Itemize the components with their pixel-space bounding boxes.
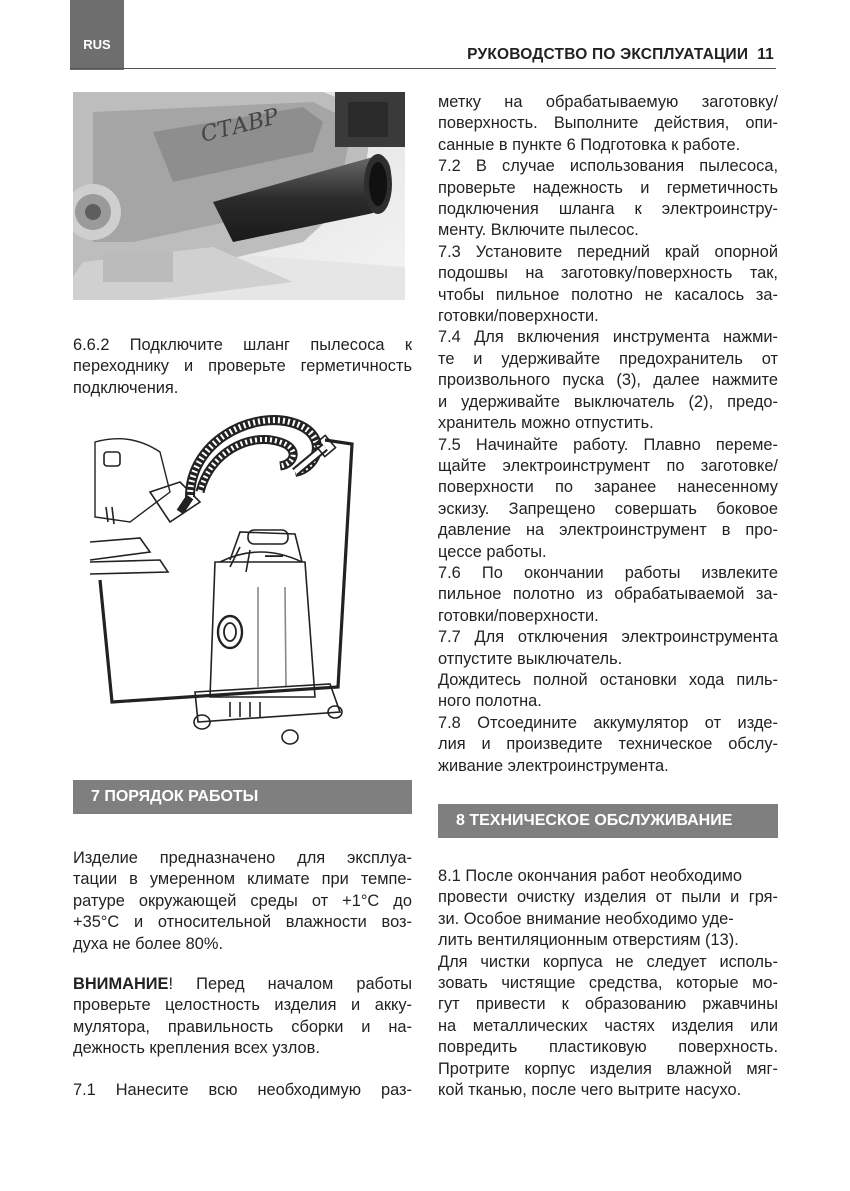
right-column-line: подключения шланга к электроинстру- (438, 200, 778, 219)
page-header (467, 46, 774, 64)
section-8-line: гут привести к образованию ржавчины (438, 995, 778, 1014)
step-7-1-line: 7.1 Нанесите всю необходимую раз- (73, 1081, 412, 1099)
right-column-line: хранитель можно отпустить. (438, 414, 654, 433)
intro-line: тации в умеренном климате при темпе- (73, 870, 412, 889)
right-column-line: лия и произведите техническое обслу- (438, 735, 778, 754)
warning-first-line (73, 974, 412, 995)
intro-line: духа не более 80%. (73, 934, 224, 953)
right-column-line: ного полотна. (438, 692, 542, 711)
right-column-line: 7.3 Установите передний край опорной (438, 242, 778, 261)
right-column-line: менту. Включите пылесос. (438, 221, 639, 240)
section-8-heading: 8 ТЕХНИЧЕСКОЕ ОБСЛУЖИВАНИЕ (438, 804, 778, 838)
section-8-line: Протрите корпус изделия влажной мяг- (438, 1059, 778, 1078)
right-column-line: 7.2 В случае использования пылесоса, (438, 157, 778, 176)
section-7-intro (73, 848, 412, 955)
step-7-1 (73, 1080, 412, 1101)
step-6-6-2-line: переходнику и проверьте герметичность (73, 357, 412, 376)
right-column-line: 7.5 Начинайте работу. Плавно переме- (438, 435, 778, 454)
right-column-line: готовки/поверхности. (438, 307, 599, 326)
right-column-line: готовки/поверхности. (438, 606, 599, 625)
right-column-line: давление на электроинструмент в про- (438, 521, 778, 540)
section-8-line: кой тканью, после чего вытрите насухо. (438, 1081, 742, 1100)
warning-line: мулятора, правильность сборки и на- (73, 1017, 412, 1036)
warning-line: проверьте целостность изделия и акку- (73, 996, 412, 1015)
right-column-line: щайте электроинструмент по заготовке/ (438, 456, 778, 475)
right-column-line: эскизу. Запрещено совершать боковое (438, 499, 778, 518)
header-title: РУКОВОДСТВО ПО ЭКСПЛУАТАЦИИ (467, 46, 749, 63)
right-column-line: Дождитесь полной остановки хода пиль- (438, 670, 778, 689)
page-number: 11 (757, 46, 774, 63)
right-column-line: 7.8 Отсоедините аккумулятор от изде- (438, 713, 778, 732)
section-8-line: 8.1 После окончания работ необходимо (438, 867, 743, 885)
intro-line: +35°С и относительной влажности воз- (73, 913, 412, 932)
right-column-line: проверьте надежность и герметичность (438, 178, 778, 197)
right-column-line: отпустите выключатель. (438, 649, 623, 668)
jigsaw-logo-text: СТАВР (198, 104, 282, 148)
right-column-line: 7.7 Для отключения электроинструмента (438, 628, 778, 647)
step-6-6-2 (73, 335, 412, 399)
svg-text:▬▬▬: ▬▬▬ (265, 553, 283, 559)
right-column-line: живание электроинструмента. (438, 756, 669, 775)
language-tab: RUS (70, 0, 124, 70)
right-column-line: и удерживайте выключатель (2), предо- (438, 392, 778, 411)
warning-line: дежность крепления всех узлов. (73, 1039, 320, 1058)
jigsaw-adapter-photo (73, 92, 405, 300)
warning-rest: ! Перед началом работы (168, 975, 412, 993)
section-8-line: провести очистку изделия от пыли и гря- (438, 888, 778, 907)
vacuum-connection-illustration (90, 412, 370, 752)
right-column-line: подошвы на заготовку/поверхность так, (438, 264, 778, 283)
right-column-line: 7.6 По окончании работы извлеките (438, 563, 778, 582)
warning-block (73, 974, 412, 1060)
right-column-line: пильное полотно из обрабатываемой за- (438, 585, 778, 604)
section-8-line: зовать чистящие средства, которые мо- (438, 974, 778, 993)
step-6-6-2-line: 6.6.2 Подключите шланг пылесоса к (73, 336, 412, 354)
intro-line: Изделие предназначено для эксплуа- (73, 849, 412, 867)
right-column-line: те и удерживайте предохранитель от (438, 349, 778, 368)
right-column-line: произвольного пуска (3), далее нажмите (438, 371, 778, 390)
right-column-steps (438, 92, 778, 777)
header-divider (70, 68, 776, 69)
right-column-line: чтобы пильное полотно не касалось за- (438, 285, 778, 304)
right-column-line: поверхность. Выполните действия, опи- (438, 114, 778, 133)
section-8-text (438, 866, 778, 1101)
right-column-line: поверхности по заранее нанесенному (438, 478, 778, 497)
section-8-line: Для чистки корпуса не следует исполь- (438, 952, 778, 971)
warning-label: ВНИМАНИЕ (73, 975, 169, 993)
section-8-line: на металлических частях изделия или (438, 1016, 778, 1035)
section-8-line: лить вентиляционным отверстиям (13). (438, 931, 739, 950)
section-8-line: зи. Особое внимание необходимо уде- (438, 909, 734, 928)
right-column-line: 7.4 Для включения инструмента нажми- (438, 328, 778, 347)
right-column-line: санные в пункте 6 Подготовка к работе. (438, 135, 741, 154)
right-column-line: цессе работы. (438, 542, 547, 561)
right-column-line: метку на обрабатываемую заготовку/ (438, 93, 778, 111)
step-6-6-2-line: подключения. (73, 378, 179, 397)
section-8-line: повредить пластиковую поверхность. (438, 1038, 778, 1057)
section-7-heading: 7 ПОРЯДОК РАБОТЫ (73, 780, 412, 814)
intro-line: ратуре окружающей среды от +1°С до (73, 891, 412, 910)
